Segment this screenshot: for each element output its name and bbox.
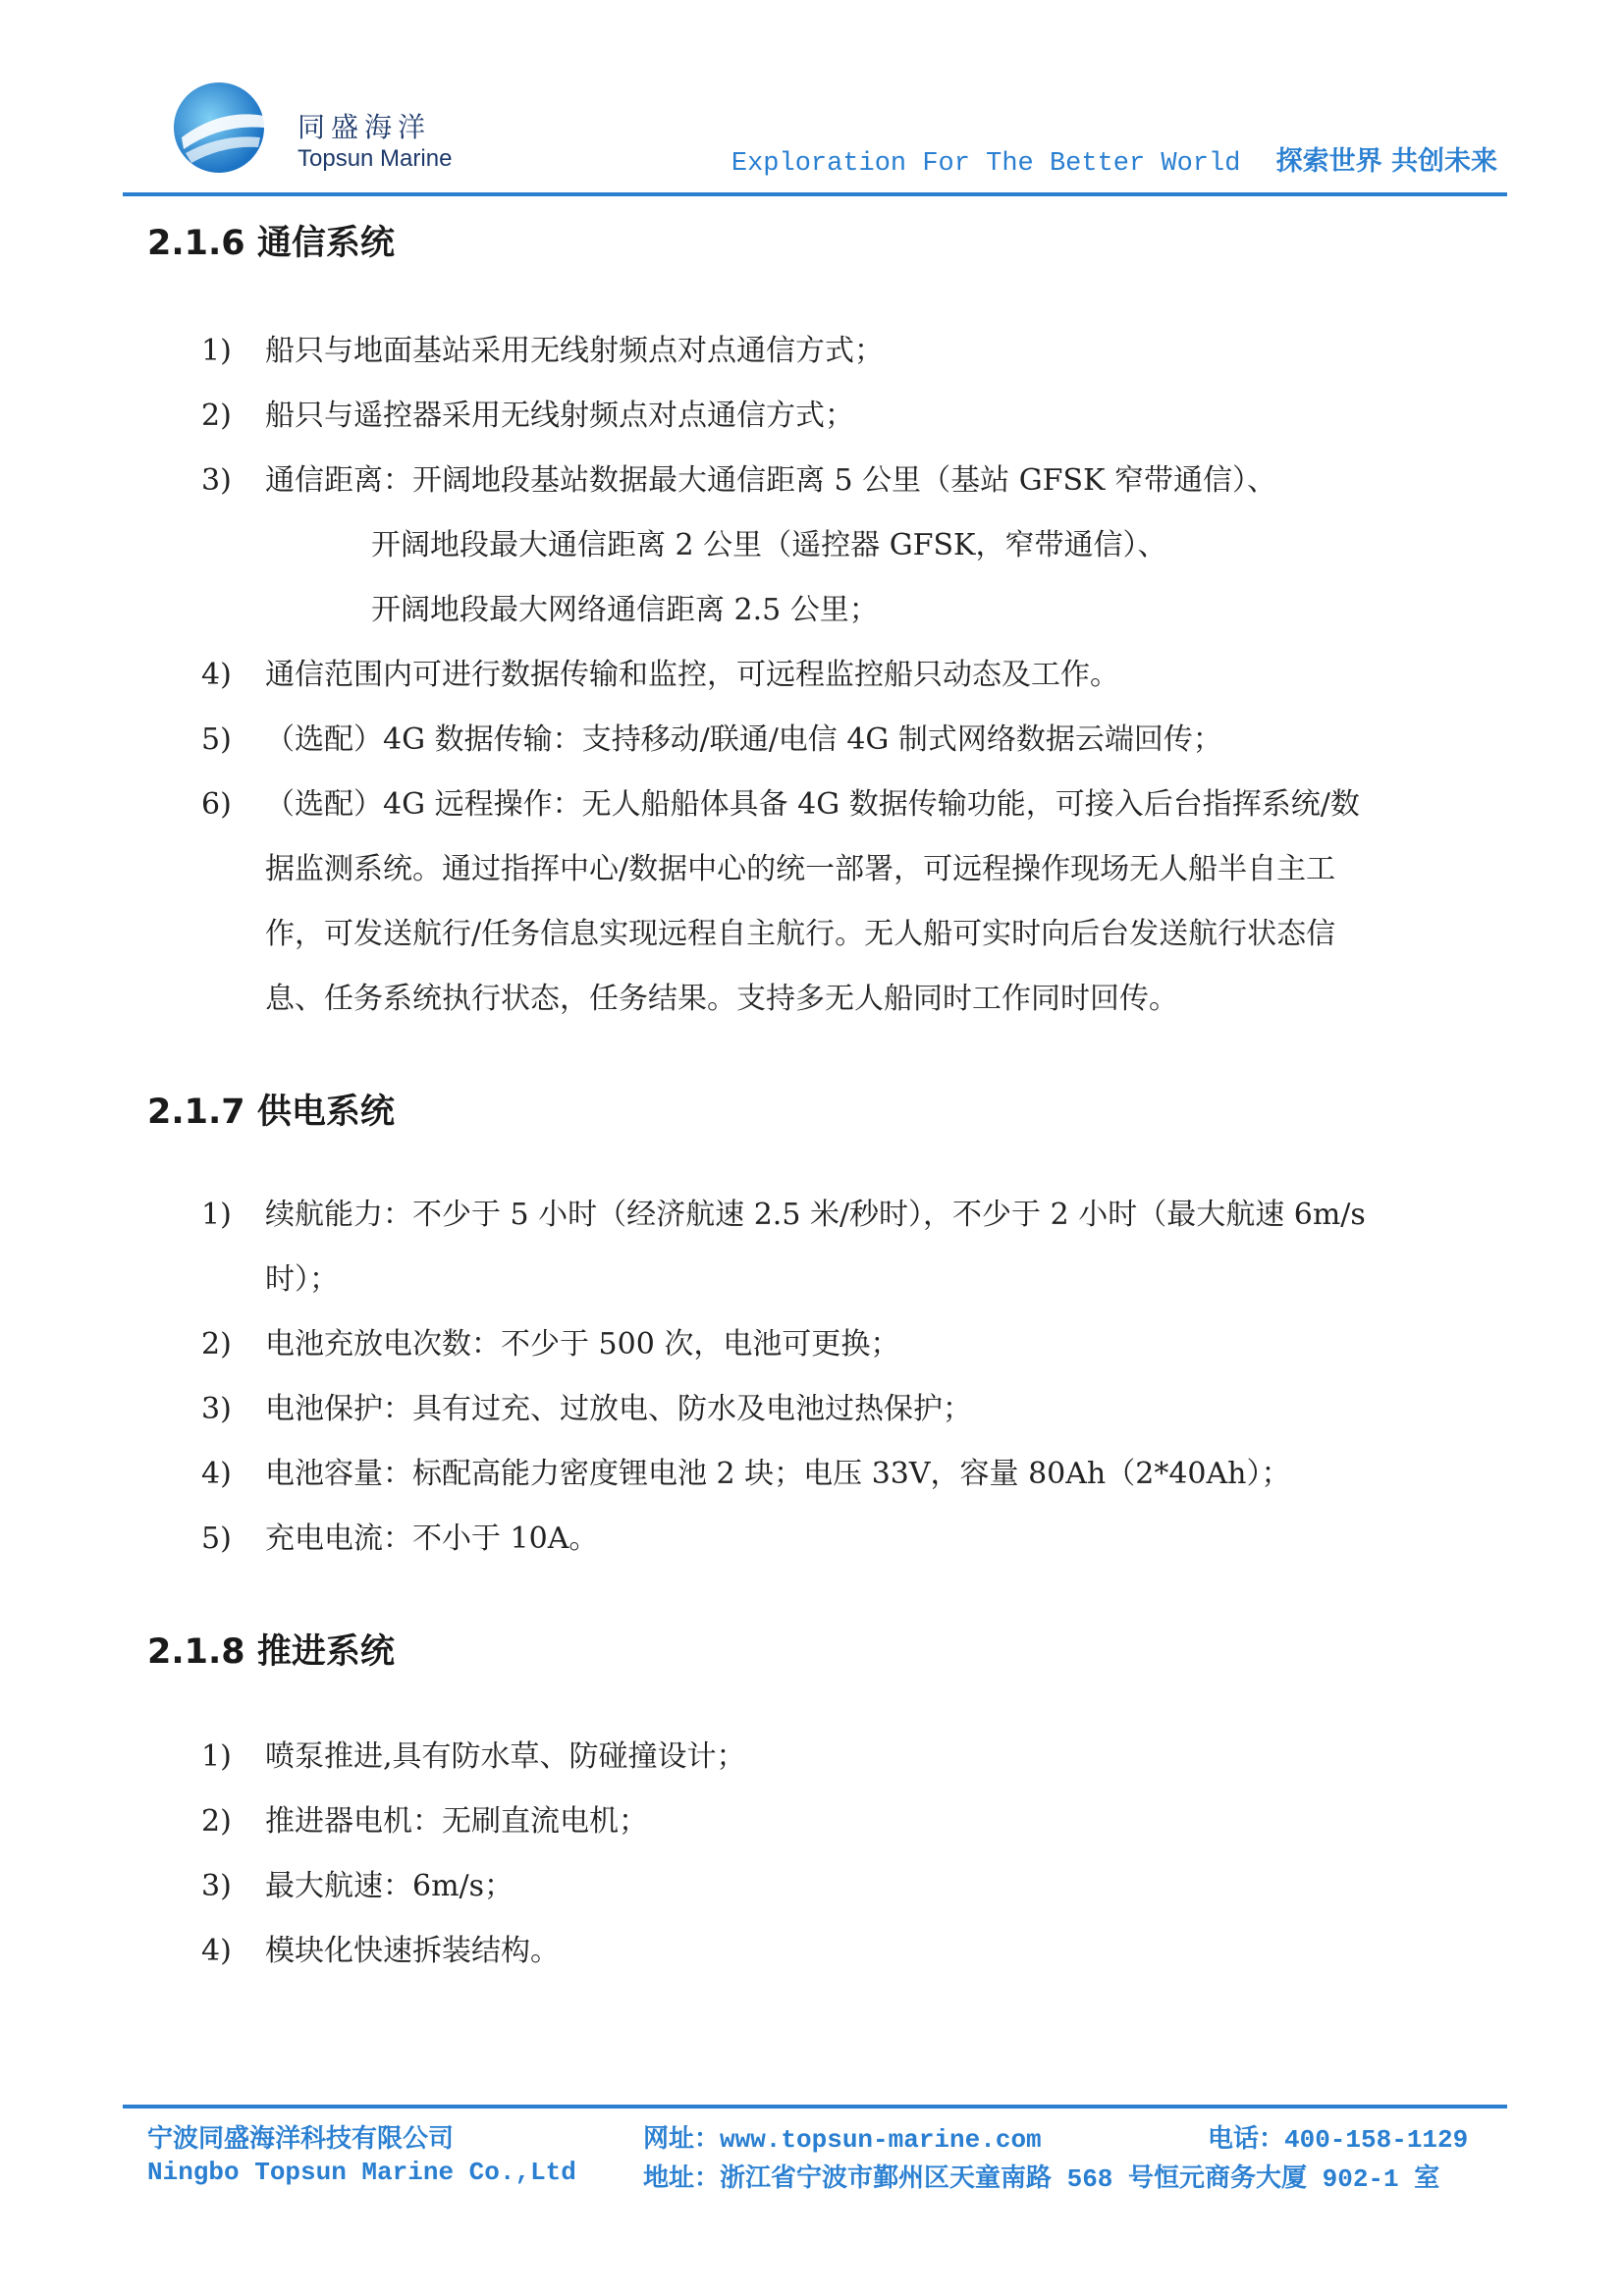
list-item [201, 449, 1276, 513]
item-number: 2) [201, 1327, 232, 1362]
item-continuation: 据监测系统。通过指挥中心/数据中心的统一部署，可远程操作现场无人船半自主工 [265, 852, 1336, 886]
slogan-english: Exploration For The Better World [731, 149, 1241, 179]
page-footer [147, 2110, 1492, 2199]
list-item [201, 1312, 899, 1377]
logo-english-name: Topsun Marine [298, 145, 453, 172]
list-item [201, 384, 854, 449]
list-item [201, 1442, 1290, 1507]
item-text: 模块化快速拆装结构。 [265, 1934, 560, 1968]
item-number: 4) [201, 1934, 232, 1968]
item-number: 5) [201, 1522, 232, 1556]
list-item [201, 1507, 598, 1572]
item-text: 电池充放电次数：不少于 500 次，电池可更换； [265, 1327, 900, 1362]
page-header [123, 59, 1507, 196]
header-divider [123, 192, 1507, 196]
list-item [201, 1183, 1366, 1248]
item-number: 4) [201, 1457, 232, 1491]
list-item [201, 1725, 746, 1789]
item-number: 1) [201, 334, 232, 368]
list-item [201, 1377, 972, 1442]
item-text: 通信范围内可进行数据传输和监控，可远程监控船只动态及工作。 [265, 658, 1119, 692]
footer-company-cn: 宁波同盛海洋科技有限公司 [147, 2124, 455, 2154]
item-text: 充电电流：不小于 10A。 [265, 1522, 599, 1556]
item-continuation: 开阔地段最大网络通信距离 2.5 公里； [371, 593, 879, 627]
item-text: 续航能力：不少于 5 小时（经济航速 2.5 米/秒时），不少于 2 小时（最大航速 6m/s [265, 1198, 1366, 1232]
item-text: 最大航速：6m/s； [265, 1869, 514, 1903]
list-item [201, 773, 1360, 837]
item-number: 5) [201, 722, 232, 757]
item-text: 电池保护：具有过充、过放电、防水及电池过热保护； [265, 1392, 972, 1426]
item-number: 6) [201, 787, 232, 822]
item-number: 3) [201, 463, 232, 498]
item-text: （选配）4G 远程操作：无人船船体具备 4G 数据传输功能，可接入后台指挥系统/数 [265, 787, 1360, 822]
list-item [201, 643, 1119, 708]
item-continuation: 息、任务系统执行状态，任务结果。支持多无人船同时工作同时回传。 [265, 982, 1178, 1016]
item-text: 喷泵推进,具有防水草、防碰撞设计； [265, 1739, 746, 1774]
list-item [201, 319, 884, 384]
item-number: 2) [201, 1804, 232, 1839]
section-title-power: 2.1.7 供电系统 [147, 1093, 395, 1132]
footer-divider [123, 2105, 1507, 2109]
footer-website: 网址：www.topsun-marine.com [643, 2125, 1042, 2155]
section-title-propulsion: 2.1.8 推进系统 [147, 1632, 395, 1672]
company-logo [162, 69, 457, 187]
item-text: 通信距离：开阔地段基站数据最大通信距离 5 公里（基站 GFSK 窄带通信）、 [265, 463, 1276, 498]
footer-phone: 电话：400-158-1129 [1208, 2125, 1469, 2155]
item-text: （选配）4G 数据传输：支持移动/联通/电信 4G 制式网络数据云端回传； [265, 722, 1222, 757]
list-item [201, 1919, 560, 1984]
footer-address: 地址：浙江省宁波市鄞州区天童南路 568 号恒元商务大厦 902-1 室 [643, 2164, 1440, 2194]
list-item [201, 708, 1222, 773]
item-number: 2) [201, 399, 232, 433]
item-number: 1) [201, 1198, 232, 1232]
item-text: 船只与地面基站采用无线射频点对点通信方式； [265, 334, 884, 368]
logo-globe-icon [162, 69, 280, 187]
item-text: 推进器电机：无刷直流电机； [265, 1804, 648, 1839]
logo-chinese-name: 同盛海洋 [298, 111, 432, 143]
list-item [201, 1854, 514, 1919]
item-text: 电池容量：标配高能力密度锂电池 2 块；电压 33V，容量 80Ah（2*40Ah）； [265, 1457, 1291, 1491]
section-title-communication: 2.1.6 通信系统 [147, 224, 395, 263]
item-number: 3) [201, 1869, 232, 1903]
list-item [201, 1789, 648, 1854]
item-number: 3) [201, 1392, 232, 1426]
item-number: 1) [201, 1739, 232, 1774]
item-text: 船只与遥控器采用无线射频点对点通信方式； [265, 399, 854, 433]
item-continuation: 作，可发送航行/任务信息实现远程自主航行。无人船可实时向后台发送航行状态信 [265, 917, 1336, 951]
slogan-chinese: 探索世界 共创未来 [1275, 146, 1497, 177]
footer-company-en: Ningbo Topsun Marine Co.,Ltd [147, 2158, 576, 2187]
item-continuation: 开阔地段最大通信距离 2 公里（遥控器 GFSK，窄带通信）、 [371, 528, 1167, 562]
item-continuation: 时）； [265, 1262, 339, 1297]
header-slogan [731, 139, 1497, 179]
item-number: 4) [201, 658, 232, 692]
